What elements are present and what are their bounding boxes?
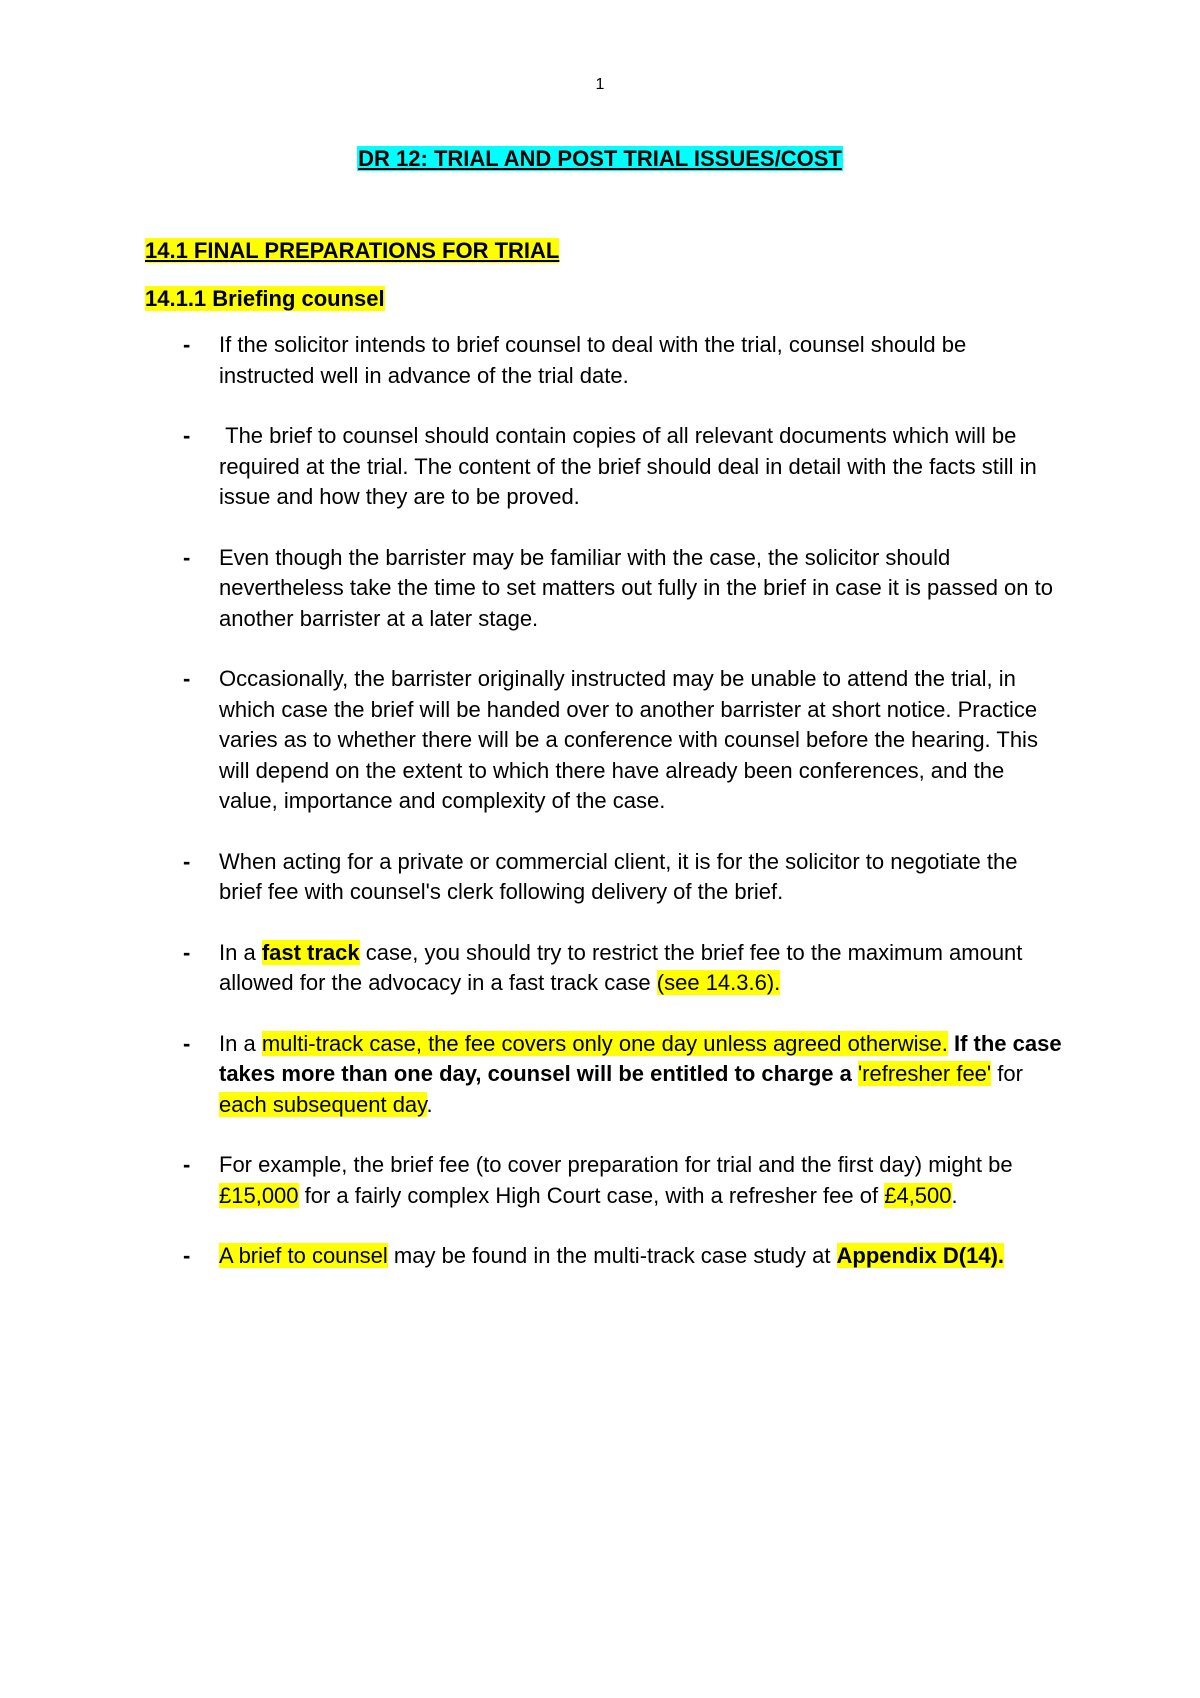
bullet-marker: - [183, 1030, 191, 1056]
document-title-text: DR 12: TRIAL AND POST TRIAL ISSUES/COST [358, 146, 842, 171]
bullet-text-part: for a fairly complex High Court case, with a refresher fee of [298, 1182, 885, 1208]
brief-fee-amount-highlight: £15,000 [219, 1182, 299, 1208]
bullet-marker: - [183, 939, 191, 965]
bullet-text: Occasionally, the barrister originally instructed may be unable to attend the trial, in which case the brief will be handed over to another barrister at short notice. Practice varies as to whether there will be a conference with counsel before the hearing. This will depend on the extent to which there have already been conferences, and the value, importance and complexity of the case. [219, 666, 1038, 813]
bullet-text-part: . [426, 1091, 433, 1117]
bold-text: If the case takes more than one day, counsel will be entitled to charge a [219, 1030, 1062, 1086]
bullet-text-part: For example, the brief fee (to cover preparation for trial and the first day) might be [219, 1152, 1013, 1177]
subsection-heading [145, 285, 385, 313]
bullet-text: Even though the barrister may be familiar with the case, the solicitor should nevertheless take the time to set matters out fully in the brief in case it is passed on to another barrister at a later stage. [219, 544, 1053, 631]
bullet-marker: - [183, 544, 191, 570]
document-title [0, 145, 1200, 173]
list-item [183, 1241, 1063, 1272]
bullet-text-part: for [991, 1061, 1023, 1086]
bullet-text: The brief to counsel should contain copies of all relevant documents which will be required at the trial. The content of the brief should deal in detail with the facts still in issue and how they are to be proved. [219, 423, 1043, 509]
bullet-text-part: In a [219, 1030, 262, 1056]
bullet-marker: - [183, 423, 191, 448]
bullet-text-part: case, you should try to restrict the brief fee to the maximum amount allowed for the advocacy in a fast track case [219, 939, 1023, 995]
fast-track-highlight: fast track [261, 939, 360, 965]
section-heading [145, 237, 559, 265]
refresher-fee-highlight: 'refresher fee' [857, 1061, 992, 1086]
bullet-text-part: . [951, 1182, 958, 1208]
list-item [183, 1029, 1063, 1121]
list-item [183, 543, 1063, 635]
bullet-marker: - [183, 1243, 191, 1268]
appendix-reference-highlight: Appendix D(14). [836, 1243, 1005, 1268]
list-item [183, 847, 1063, 908]
bullet-text-part: In a [219, 939, 262, 965]
bullet-marker: - [183, 848, 191, 874]
subsequent-day-highlight: each subsequent day [219, 1091, 427, 1117]
section-heading-text: 14.1 FINAL PREPARATIONS FOR TRIAL [145, 238, 560, 263]
bullet-marker: - [183, 666, 191, 691]
brief-to-counsel-highlight: A brief to counsel [219, 1243, 388, 1268]
bullet-text: When acting for a private or commercial client, it is for the solicitor to negotiate the brief fee with counsel's clerk following delivery of the brief. [219, 848, 1018, 904]
subsection-heading-text: 14.1.1 Briefing counsel [145, 286, 385, 311]
page-number: 1 [595, 76, 605, 93]
bullet-list [183, 330, 1063, 1302]
bullet-marker: - [183, 332, 191, 357]
bullet-text-part: may be found in the multi-track case study at [387, 1243, 837, 1268]
bullet-marker: - [183, 1152, 191, 1177]
list-item [183, 1150, 1063, 1211]
refresher-fee-amount-highlight: £4,500 [884, 1182, 952, 1208]
list-item [183, 938, 1063, 999]
bullet-text: If the solicitor intends to brief counsel to deal with the trial, counsel should be instructed well in advance of the trial date. [219, 332, 967, 388]
multi-track-highlight: multi-track case, the fee covers only one day unless agreed otherwise. [261, 1030, 948, 1056]
section-reference-highlight: (see 14.3.6). [656, 970, 781, 995]
list-item [183, 664, 1063, 817]
list-item [183, 330, 1063, 391]
list-item [183, 421, 1063, 513]
